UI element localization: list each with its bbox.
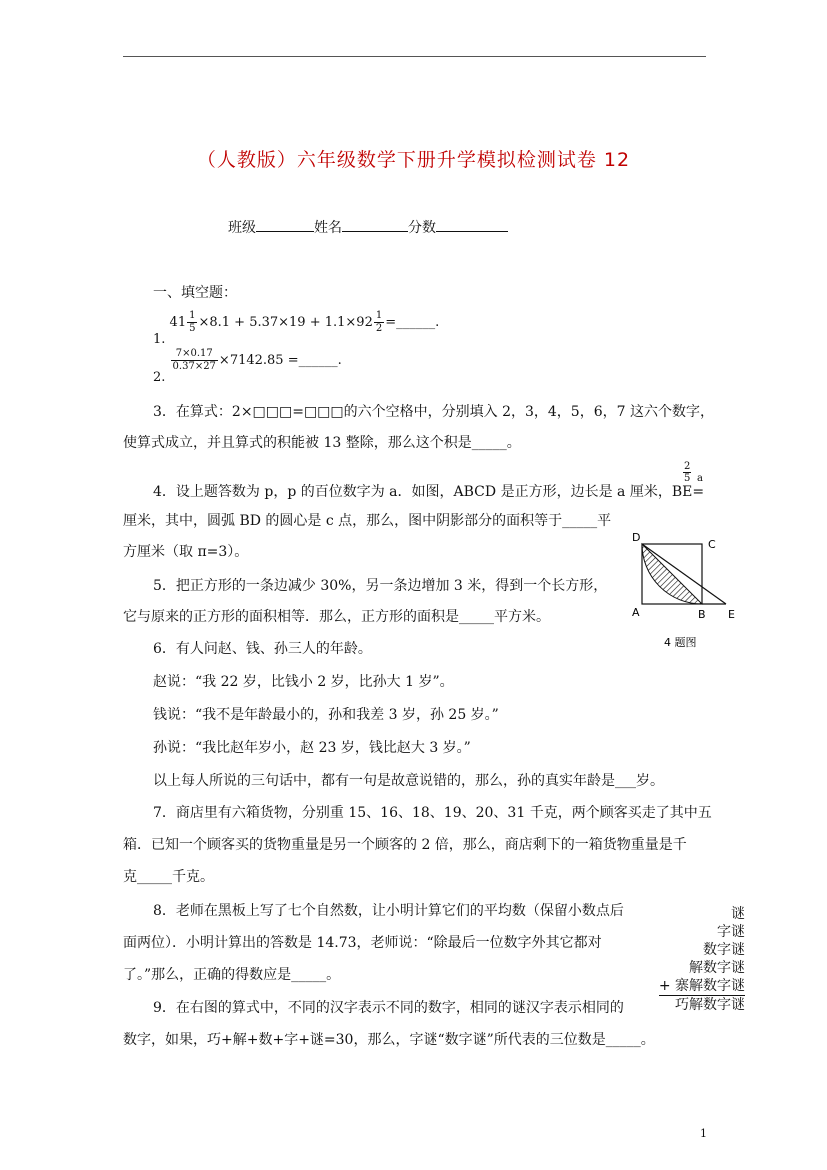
q1-fraction-2: $\frac{1}{2}$	[375, 310, 383, 334]
q1-fraction-1: $\frac{1}{5}$	[189, 310, 196, 334]
stack-row: 字谜	[717, 924, 745, 940]
q7-line-1: 7．商店里有六箱货物，分别重 15、16、18、19、20、31 千克，两个顾客买走了其中五	[153, 805, 712, 821]
q1-expr-c: =______.	[385, 315, 440, 330]
q6-line-1: 6．有人问赵、钱、孙三人的年龄。	[153, 641, 372, 657]
q1-number: 1.	[153, 332, 166, 347]
q5-line-1: 5．把正方形的一条边减少 30%，另一条边增加 3 米，得到一个长方形，	[153, 578, 608, 594]
q6-qian: 钱说：“我不是年龄最小的，孙和我差 3 岁，孙 25 岁。”	[153, 707, 499, 723]
label-e: E	[728, 608, 735, 621]
name-label: 姓名	[314, 220, 342, 236]
header-rule	[123, 56, 706, 57]
shaded-region	[642, 544, 702, 604]
q6-tail: 以上每人所说的三句话中，都有一句是故意说错的，那么，孙的真实年龄是___岁。	[153, 773, 664, 789]
q8-line-1: 8．老师在黑板上写了七个自然数，让小明计算它们的平均数（保留小数点后	[153, 903, 624, 919]
label-c: C	[708, 538, 716, 551]
stack-row: 谜	[731, 906, 745, 922]
question-1	[153, 310, 440, 347]
q8-line-3: 了。”那么，正确的得数应是_____。	[123, 967, 341, 983]
figure-caption: 4 题图	[664, 636, 697, 649]
class-blank	[256, 231, 314, 232]
label-d: D	[632, 531, 641, 544]
label-b: B	[698, 608, 706, 621]
q4-line-2: 厘米，其中，圆弧 BD 的圆心是 c 点，那么，图中阴影部分的面积等于_____平	[123, 513, 612, 529]
q1-expr-b: ×8.1 + 5.37×19 + 1.1×92	[198, 315, 373, 330]
q4-be-symbol: a	[697, 473, 703, 484]
stack-row: 数字谜	[703, 942, 745, 958]
q9-line-2: 数字，如果，巧+解+数+字+谜=30，那么，字谜“数字谜”所代表的三位数是_____。	[123, 1032, 655, 1048]
q8-line-2: 面两位）．小明计算出的答数是 14.73，老师说：“除最后一位数字外其它都对	[123, 935, 602, 951]
q7-line-2: 箱．已知一个顾客买的货物重量是另一个顾客的 2 倍，那么，商店剩下的一箱货物重量是千	[123, 837, 687, 853]
q2-fraction: $\frac{7\times 0.17}{0.37\times 27}$	[172, 348, 216, 372]
name-blank	[342, 231, 408, 232]
q1-expr-a: 41	[169, 315, 187, 330]
q2-number: 2.	[153, 370, 166, 385]
score-label: 分数	[408, 220, 436, 236]
stack-row: 解数字谜	[689, 960, 745, 976]
page-number: 1	[700, 1127, 707, 1140]
stack-row: + 寨解数字谜	[658, 978, 745, 994]
score-blank	[436, 231, 508, 232]
q6-sun: 孙说：“我比赵年岁小，赵 23 岁，钱比赵大 3 岁。”	[153, 740, 471, 756]
label-a: A	[632, 606, 640, 619]
q7-line-3: 克_____千克。	[123, 869, 214, 885]
page-title: （人教版）六年级数学下册升学模拟检测试卷 12	[196, 149, 631, 171]
q4-be-fraction: 2 5	[684, 461, 691, 484]
q3-line-1: 3．在算式：2×□□□=□□□的六个空格中，分别填入 2，3，4，5，6，7 这六个数字，	[153, 404, 714, 420]
stack-sum: 巧解数字谜	[659, 995, 745, 1014]
question-2	[153, 348, 342, 385]
q6-zhao: 赵说：“我 22 岁，比钱小 2 岁，比孙大 1 岁”。	[153, 674, 454, 690]
q9-line-1: 9．在右图的算式中，不同的汉字表示不同的数字，相同的谜汉字表示相同的	[153, 1000, 624, 1016]
q5-line-2: 它与原来的正方形的面积相等．那么，正方形的面积是_____平方米。	[123, 609, 550, 625]
word-puzzle-stack	[659, 905, 745, 1014]
student-info-line	[228, 217, 508, 237]
q4-line-3: 方厘米（取 π=3）。	[123, 544, 249, 560]
q2-expr: ×7142.85 =______.	[218, 353, 342, 368]
q3-line-2: 使算式成立，并且算式的积能被 13 整除，那么这个积是_____。	[123, 435, 521, 451]
q4-figure	[628, 528, 748, 654]
section-heading: 一、填空题：	[153, 285, 237, 301]
class-label: 班级	[228, 220, 256, 236]
q4-line-1: 4．设上题答数为 p，p 的百位数字为 a．如图，ABCD 是正方形，边长是 a 厘米，BE=	[153, 484, 705, 500]
